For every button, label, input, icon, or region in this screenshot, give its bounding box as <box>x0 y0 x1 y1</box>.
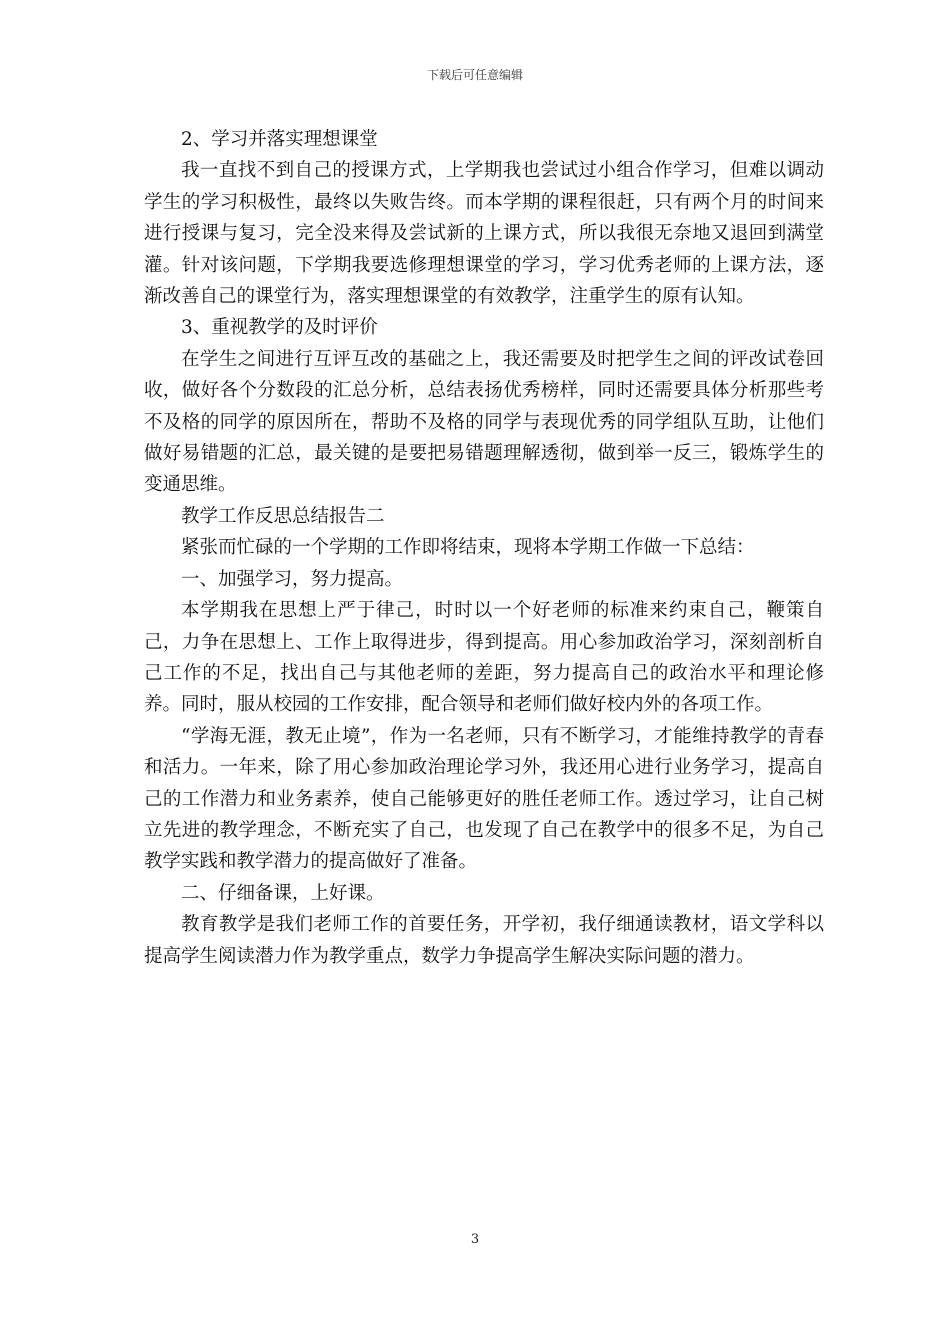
paragraph: 本学期我在思想上严于律己，时时以一个好老师的标准来约束自己，鞭策自己，力争在思想上、工作上取得进步，得到提高。用心参加政治学习，深刻剖析自己工作的不足，找出自己与其他老师的差距，努力提高自己的政治水平和理论修养。同时，服从校园的工作安排，配合领导和老师们做好校内外的各项工作。 <box>144 600 824 716</box>
paragraph: “学海无涯，教无止境”，作为一名老师，只有不断学习，才能维持教学的青春和活力。一年来，除了用心参加政治理论学习外，我还用心进行业务学习，提高自己的工作潜力和业务素养，使自己能够更好的胜任老师工作。透过学习，让自己树立先进的教学理念，不断充实了自己，也发现了自己在教学中的很多不足，为自己教学实践和教学潜力的提高做好了准备。 <box>144 725 824 873</box>
section-heading: 2、学习并落实理想课堂 <box>181 129 378 150</box>
section-heading: 3、重视教学的及时评价 <box>181 317 378 339</box>
section-heading: 一、加强学习，努力提高。 <box>181 568 404 590</box>
section-heading: 二、仔细备课，上好课。 <box>181 882 385 904</box>
paragraph: 紧张而忙碌的一个学期的工作即将结束，现将本学期工作做一下总结： <box>181 537 755 559</box>
page-number: 3 <box>470 1232 480 1247</box>
report-title: 教学工作反思总结报告二 <box>181 505 385 527</box>
paragraph: 我一直找不到自己的授课方式，上学期我也尝试过小组合作学习，但难以调动学生的学习积极性，最终以失败告终。而本学期的课程很赶，只有两个月的时间来进行授课与复习，完全没来得及尝试新的上课方式，所以我很无奈地又退回到满堂灌。针对该问题，下学期我要选修理想课堂的学习，学习优秀老师的上课方法，逐渐改善自己的课堂行为，落实理想课堂的有效教学，注重学生的原有认知。 <box>144 160 824 308</box>
paragraph: 在学生之间进行互评互改的基础之上，我还需要及时把学生之间的评改试卷回收，做好各个分数段的汇总分析，总结表扬优秀榜样，同时还需要具体分析那些考不及格的同学的原因所在，帮助不及格的同学与表现优秀的同学组队互助，让他们做好易错题的汇总，最关键的是要把易错题理解透彻，做到举一反三，锻炼学生的变通思维。 <box>144 348 824 496</box>
paragraph: 教育教学是我们老师工作的首要任务，开学初，我仔细通读教材，语文学科以提高学生阅读潜力作为教学重点，数学力争提高学生解决实际问题的潜力。 <box>144 914 824 967</box>
document-body <box>144 124 824 972</box>
page-header: 下载后可任意编辑 <box>426 68 523 82</box>
